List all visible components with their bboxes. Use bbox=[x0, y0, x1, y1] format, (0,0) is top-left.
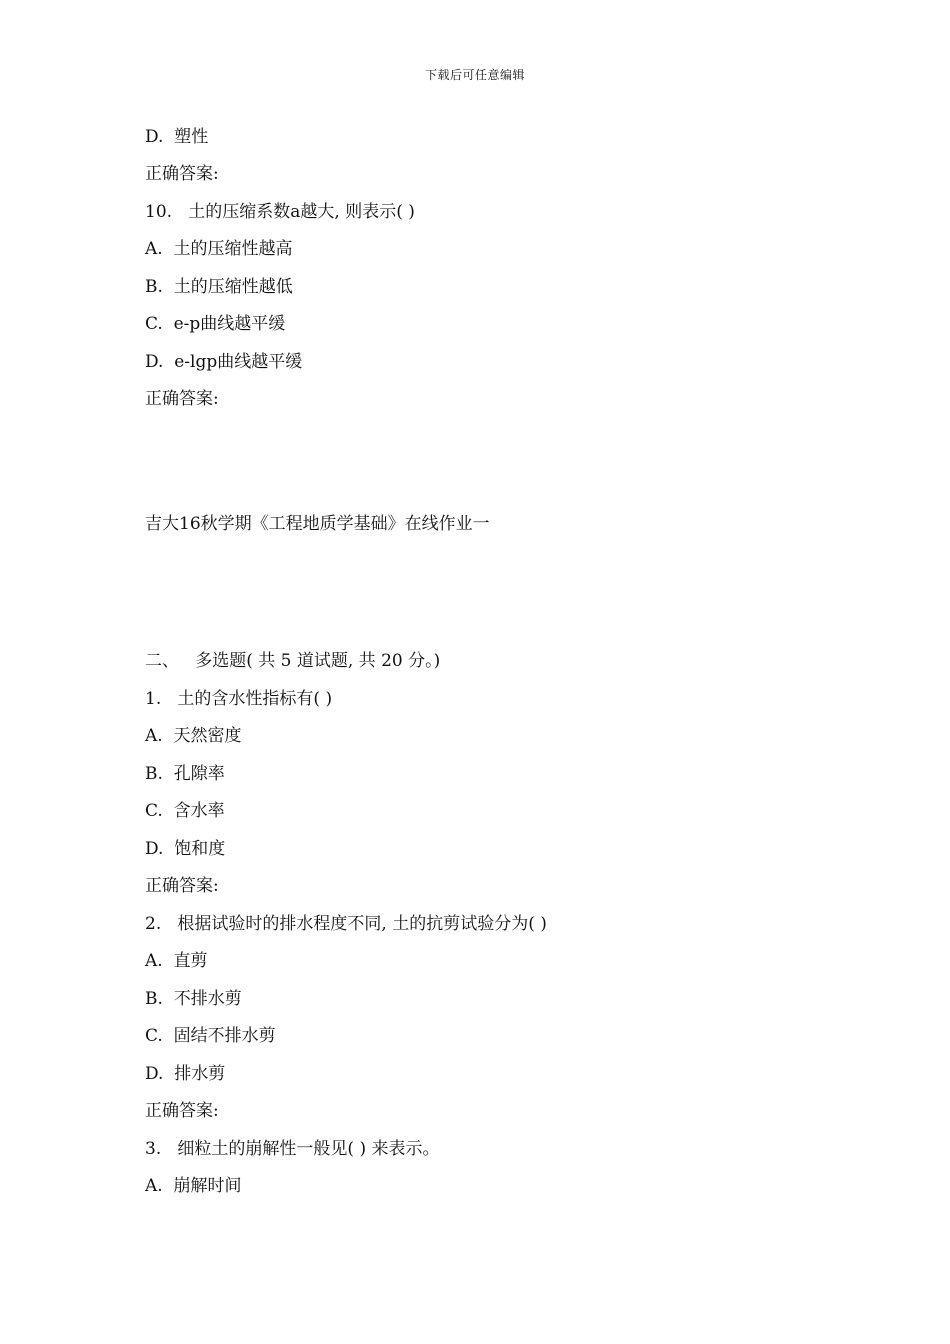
mq1-stem: 1. 土的含水性指标有( ) bbox=[145, 689, 333, 709]
mq2-option-b: B. 不排水剪 bbox=[145, 989, 242, 1009]
mq1-option-b: B. 孔隙率 bbox=[145, 764, 225, 784]
mq1-option-d: D. 饱和度 bbox=[145, 839, 226, 859]
document-title: 吉大16秋学期《工程地质学基础》在线作业一 bbox=[145, 514, 490, 534]
mq2-stem: 2. 根据试验时的排水程度不同, 土的抗剪试验分为( ) bbox=[145, 914, 547, 934]
mq1-answer-label: 正确答案: bbox=[145, 876, 219, 896]
q10-option-c: C. e-p曲线越平缓 bbox=[145, 314, 286, 334]
mq2-option-c: C. 固结不排水剪 bbox=[145, 1026, 276, 1046]
mq2-answer-label: 正确答案: bbox=[145, 1101, 219, 1121]
q10-stem: 10. 土的压缩系数a越大, 则表示( ) bbox=[145, 202, 415, 222]
mq3-option-a: A. 崩解时间 bbox=[145, 1176, 242, 1196]
section-heading: 二、 多选题( 共 5 道试题, 共 20 分。) bbox=[145, 651, 441, 671]
q10-option-a: A. 土的压缩性越高 bbox=[145, 239, 293, 259]
q10-option-d: D. e-lgp曲线越平缓 bbox=[145, 352, 303, 372]
mq3-stem: 3. 细粒土的崩解性一般见( ) 来表示。 bbox=[145, 1139, 440, 1159]
mq2-option-a: A. 直剪 bbox=[145, 951, 208, 971]
q10-answer-label: 正确答案: bbox=[145, 389, 219, 409]
mq1-option-a: A. 天然密度 bbox=[145, 726, 242, 746]
q10-option-b: B. 土的压缩性越低 bbox=[145, 277, 293, 297]
q9-option-d: D. 塑性 bbox=[145, 127, 209, 147]
q9-answer-label: 正确答案: bbox=[145, 164, 219, 184]
mq1-option-c: C. 含水率 bbox=[145, 801, 225, 821]
page-header: 下载后可任意编辑 bbox=[424, 68, 525, 82]
mq2-option-d: D. 排水剪 bbox=[145, 1064, 226, 1084]
